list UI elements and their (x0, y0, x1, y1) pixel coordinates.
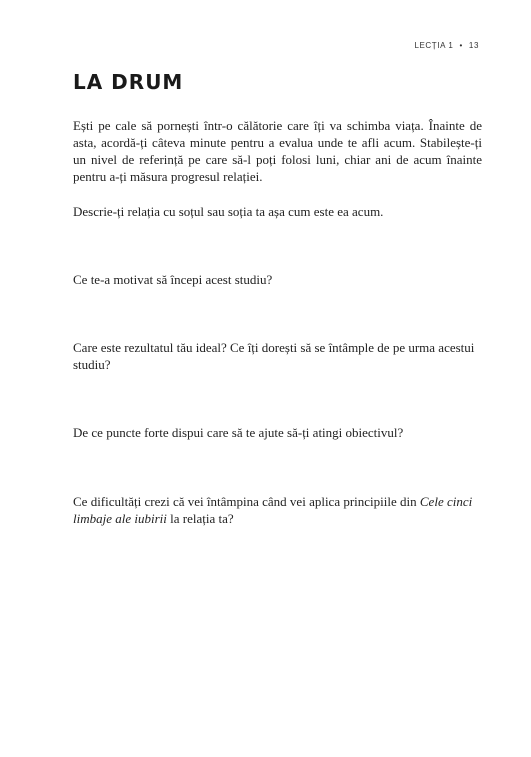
question-5 (73, 493, 482, 527)
page-body (73, 117, 482, 527)
intro-paragraph: Ești pe cale să pornești într-o călătorie care îți va schimba viața. Înainte de asta, acordă-ți câteva minute pentru a evalua unde te afli acum. Stabilește-ți un nivel de referință pe care să-l poți folosi luni, chiar ani de acum înainte pentru a-ți măsura progresul relației. (73, 118, 482, 184)
page-number: 13 (468, 41, 479, 50)
question-1: Descrie-ți relația cu soțul sau soția ta așa cum este ea acum. (73, 204, 384, 219)
question-4: De ce puncte forte dispui care să te ajute să-ți atingi obiectivul? (73, 425, 404, 440)
page-title: LA DRUM (73, 70, 184, 94)
running-header (414, 41, 479, 50)
question-3: Care este rezultatul tău ideal? Ce îți dorești să se întâmple de pe urma acestui studiu? (73, 340, 475, 372)
section-label: LECȚIA 1 (414, 41, 454, 50)
question-5-text-end: la relația ta? (166, 511, 234, 526)
question-5-text-start: Ce dificultăți crezi că vei întâmpina când vei aplica principiile din (73, 494, 420, 509)
header-separator: • (459, 41, 463, 50)
book-title: Cele cinci limbaje ale iubirii (73, 494, 473, 526)
question-2: Ce te-a motivat să începi acest studiu? (73, 272, 273, 287)
